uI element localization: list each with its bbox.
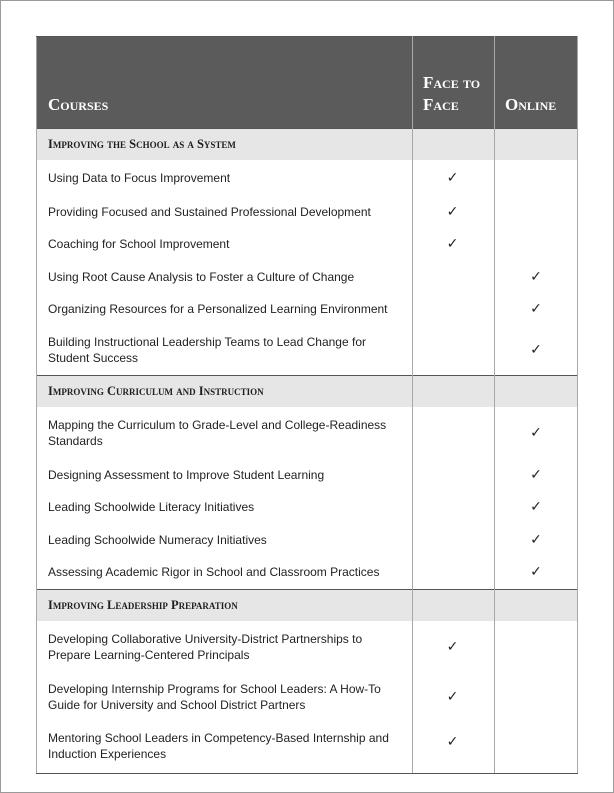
- course-name: Developing Internship Programs for School Leaders: A How-To Guide for University and School District Partners: [37, 673, 413, 722]
- online-cell: [495, 673, 578, 722]
- section-blank-cell: [413, 589, 495, 621]
- course-name: Providing Focused and Sustained Professional Development: [37, 196, 413, 229]
- online-cell: [495, 524, 578, 557]
- face-to-face-cell: [413, 293, 495, 326]
- online-cell: [495, 459, 578, 492]
- online-cell: [495, 621, 578, 673]
- checkmark-icon: ✓: [530, 531, 542, 548]
- header-online: Online: [495, 37, 578, 129]
- section-blank-cell: [413, 129, 495, 161]
- checkmark-icon: ✓: [446, 170, 459, 186]
- face-to-face-cell: [413, 524, 495, 557]
- course-row: [37, 407, 578, 459]
- face-to-face-cell: [413, 326, 495, 376]
- online-cell: [495, 407, 578, 459]
- face-to-face-cell: [413, 407, 495, 459]
- checkmark-icon: ✓: [530, 268, 542, 285]
- course-row: [37, 326, 578, 376]
- course-row: [37, 621, 578, 673]
- table-body: [37, 129, 578, 774]
- face-to-face-cell: [413, 160, 495, 196]
- section-blank-cell: [495, 375, 578, 407]
- course-row: [37, 491, 578, 524]
- course-row: [37, 228, 578, 261]
- course-name: Organizing Resources for a Personalized Learning Environment: [37, 293, 413, 326]
- online-cell: [495, 556, 578, 589]
- checkmark-icon: ✓: [446, 236, 459, 252]
- section-title: Improving the School as a System: [37, 129, 413, 161]
- course-name: Developing Collaborative University-District Partnerships to Prepare Learning-Centered Principals: [37, 621, 413, 673]
- course-name: Coaching for School Improvement: [37, 228, 413, 261]
- course-row: [37, 524, 578, 557]
- checkmark-icon: ✓: [446, 733, 459, 750]
- course-row: [37, 196, 578, 229]
- course-row: [37, 673, 578, 722]
- face-to-face-cell: [413, 491, 495, 524]
- header-courses: Courses: [37, 37, 413, 129]
- section-row: [37, 375, 578, 407]
- face-to-face-cell: [413, 722, 495, 774]
- section-blank-cell: [495, 129, 578, 161]
- section-title: Improving Leadership Preparation: [37, 589, 413, 621]
- course-row: [37, 293, 578, 326]
- course-name: Building Instructional Leadership Teams to Lead Change for Student Success: [37, 326, 413, 376]
- checkmark-icon: ✓: [530, 301, 542, 317]
- checkmark-icon: ✓: [530, 341, 542, 358]
- face-to-face-cell: [413, 261, 495, 294]
- online-cell: [495, 261, 578, 294]
- face-to-face-cell: [413, 556, 495, 589]
- course-name: Assessing Academic Rigor in School and Classroom Practices: [37, 556, 413, 589]
- course-name: Using Data to Focus Improvement: [37, 160, 413, 196]
- course-name: Mapping the Curriculum to Grade-Level and College-Readiness Standards: [37, 407, 413, 459]
- courses-table: [36, 36, 578, 774]
- course-name: Leading Schoolwide Numeracy Initiatives: [37, 524, 413, 557]
- course-name: Using Root Cause Analysis to Foster a Culture of Change: [37, 261, 413, 294]
- face-to-face-cell: [413, 459, 495, 492]
- online-cell: [495, 196, 578, 229]
- course-name: Mentoring School Leaders in Competency-Based Internship and Induction Experiences: [37, 722, 413, 774]
- section-title: Improving Curriculum and Instruction: [37, 375, 413, 407]
- online-cell: [495, 326, 578, 376]
- course-row: [37, 459, 578, 492]
- checkmark-icon: ✓: [530, 424, 542, 441]
- checkmark-icon: ✓: [446, 203, 459, 220]
- online-cell: [495, 491, 578, 524]
- checkmark-icon: ✓: [530, 466, 542, 483]
- course-row: [37, 261, 578, 294]
- face-to-face-cell: [413, 621, 495, 673]
- header-row: [37, 37, 578, 129]
- course-row: [37, 722, 578, 774]
- course-name: Designing Assessment to Improve Student Learning: [37, 459, 413, 492]
- online-cell: [495, 293, 578, 326]
- online-cell: [495, 722, 578, 774]
- course-name: Leading Schoolwide Literacy Initiatives: [37, 491, 413, 524]
- section-row: [37, 589, 578, 621]
- section-blank-cell: [413, 375, 495, 407]
- course-row: [37, 160, 578, 196]
- checkmark-icon: ✓: [530, 499, 542, 515]
- section-row: [37, 129, 578, 161]
- checkmark-icon: ✓: [446, 688, 459, 705]
- header-face-to-face: Face to Face: [413, 37, 495, 129]
- face-to-face-cell: [413, 196, 495, 229]
- section-blank-cell: [495, 589, 578, 621]
- checkmark-icon: ✓: [446, 638, 459, 655]
- face-to-face-cell: [413, 673, 495, 722]
- face-to-face-cell: [413, 228, 495, 261]
- checkmark-icon: ✓: [530, 564, 542, 580]
- course-row: [37, 556, 578, 589]
- online-cell: [495, 228, 578, 261]
- online-cell: [495, 160, 578, 196]
